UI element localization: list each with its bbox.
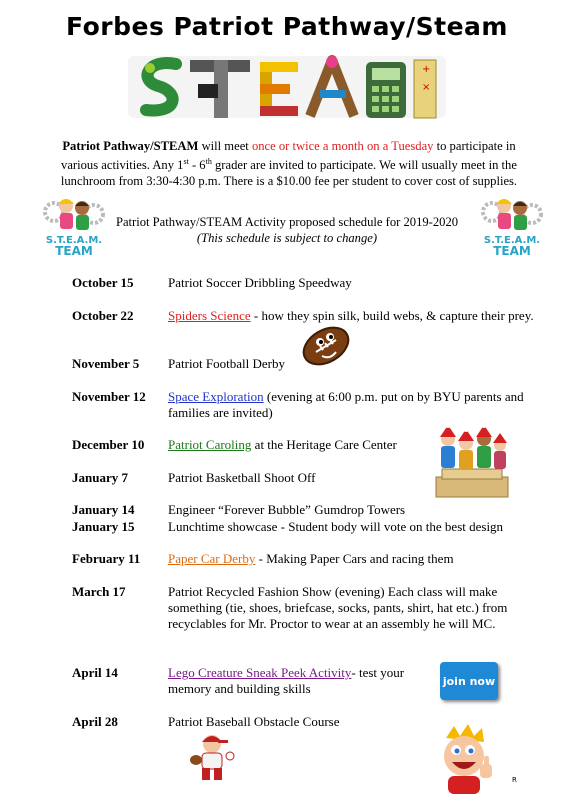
steam-team-logo-right [480, 194, 544, 258]
event-date: October 15 [72, 275, 134, 290]
event-date: January 14 [72, 502, 135, 517]
event-text: Lunchtime showcase - Student body will vote on the best design [168, 519, 504, 534]
event-description [168, 665, 428, 697]
event-text: Patriot Basketball Shoot Off [168, 470, 316, 485]
event-text: at the Heritage Care Center [251, 437, 397, 452]
event-date: November 5 [72, 356, 140, 371]
intro-text-1: will meet [198, 139, 252, 153]
intro-text-4: grader are invited to participate. We will usually meet in the lunchroom from 3:30-4:30 p.m. There is a $10.00 fee per student to cover cost of supplies. [60, 158, 518, 189]
event-text: (evening at 6:00 p.m. put on by BYU parents and families are invited) [168, 389, 524, 420]
event-date: January 7 [72, 470, 128, 485]
schedule-heading-block [112, 214, 462, 246]
event-text: - Making Paper Cars and racing them [255, 551, 454, 566]
event-description [168, 356, 540, 372]
event-description [168, 308, 540, 324]
page-title: Forbes Patriot Pathway/Steam [66, 12, 508, 41]
intro-text-3: - 6 [188, 158, 206, 173]
intro-text-2: to participate in various activities. Any 1 [61, 139, 516, 173]
event-description [168, 502, 540, 518]
event-date: February 11 [72, 551, 141, 566]
steam-logo [128, 50, 446, 122]
event-text: Engineer “Forever Bubble” Gumdrop Towers [168, 502, 406, 517]
meeting-frequency: once or twice a month on a Tuesday [251, 139, 434, 153]
event-date: March 17 [72, 584, 126, 599]
svg-text:×: × [422, 82, 431, 93]
football-icon [300, 322, 352, 370]
event-text: Patriot Recycled Fashion Show (evening) Each class will make something (tie, shoes, briefcase, socks, pants, shirt, hat etc.) from recyclables for Mr. Proctor to wear at an assembly he will MC. [168, 584, 508, 631]
event-description [168, 389, 540, 421]
event-date: November 12 [72, 389, 146, 404]
event-text: - how they spin silk, build webs, & capture their prey. [250, 308, 534, 323]
event-link-spiders-science[interactable]: Spiders Science [168, 308, 251, 323]
event-description [168, 584, 540, 632]
trademark-mark: R [512, 776, 517, 784]
kids-gears-icon [42, 194, 106, 236]
event-date: October 22 [72, 308, 134, 323]
event-link-lego-creature[interactable]: Lego Creature Sneak Peek Activity [168, 665, 352, 680]
event-date: April 14 [72, 665, 118, 680]
steam-letter-m-icon [366, 60, 436, 118]
svg-text:+: + [422, 64, 431, 75]
event-text: Patriot Football Derby [168, 356, 285, 371]
event-date: January 15 [72, 519, 135, 534]
team-logo-line2: TEAM [493, 244, 531, 258]
program-name: Patriot Pathway/STEAM [62, 139, 199, 153]
event-link-patriot-caroling[interactable]: Patriot Caroling [168, 437, 252, 452]
join-now-button[interactable]: join now [440, 662, 498, 700]
event-date: April 28 [72, 714, 118, 729]
baseball-player-icon [188, 730, 238, 784]
schedule-heading: Patriot Pathway/STEAM Activity proposed schedule for 2019-2020 [115, 215, 459, 229]
thumbs-up-mascot-icon [436, 724, 498, 796]
intro-paragraph [46, 138, 532, 189]
steam-team-logo-left [42, 194, 106, 258]
kids-gears-icon [480, 194, 544, 236]
event-text: Patriot Soccer Dribbling Speedway [168, 275, 352, 290]
event-link-space-exploration[interactable]: Space Exploration [168, 389, 264, 404]
schedule-note: (This schedule is subject to change) [196, 231, 378, 245]
event-link-paper-car-derby[interactable]: Paper Car Derby [168, 551, 256, 566]
event-text: Patriot Baseball Obstacle Course [168, 714, 340, 729]
team-logo-line2: TEAM [55, 244, 93, 258]
event-date: December 10 [72, 437, 145, 452]
sup-first: st [183, 157, 189, 166]
event-description [168, 519, 540, 535]
team-logo-line1: S.T.E.A.M. [45, 235, 103, 246]
event-description [168, 275, 540, 291]
team-logo-line1: S.T.E.A.M. [483, 235, 541, 246]
event-text: - test your memory and building skills [168, 665, 405, 696]
event-description [168, 551, 540, 567]
carolers-icon [432, 421, 512, 499]
sup-sixth: th [205, 157, 212, 166]
